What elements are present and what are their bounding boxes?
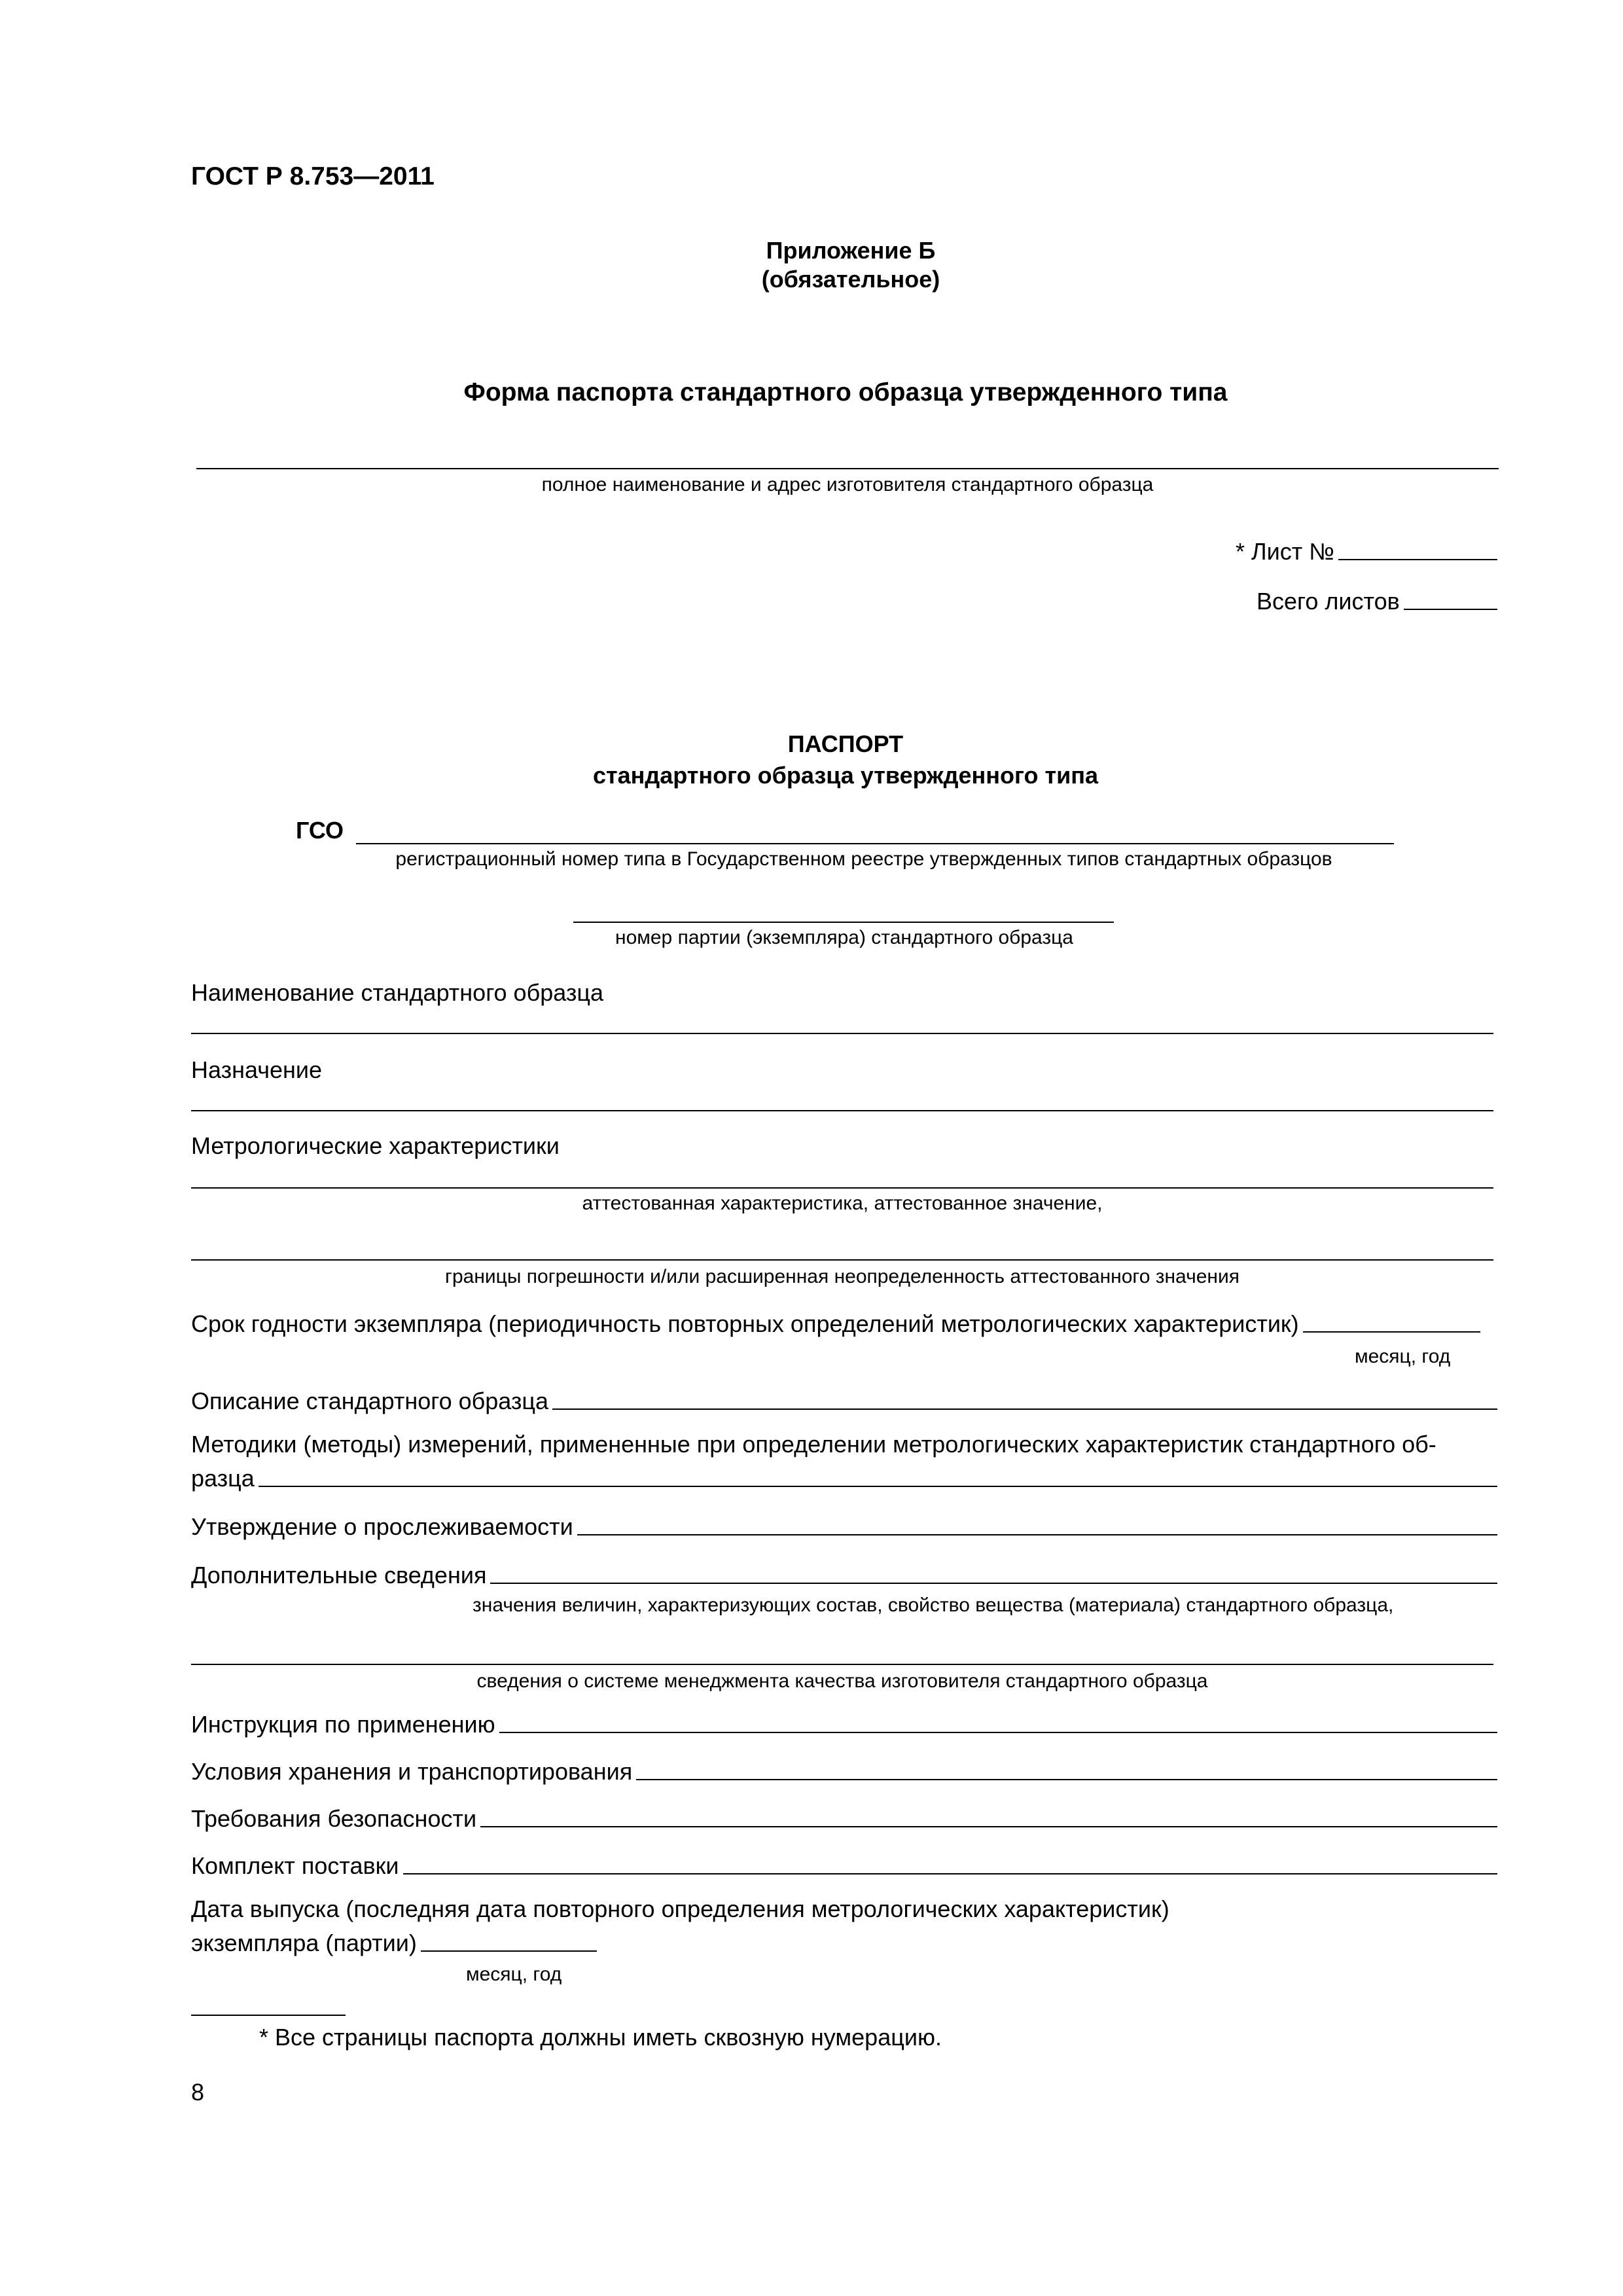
- additional-field-2[interactable]: [191, 1664, 1493, 1665]
- traceability-field[interactable]: [577, 1534, 1497, 1535]
- delivery-label: Комплект поставки: [191, 1852, 399, 1879]
- metrological-caption-2: границы погрешности и/или расширенная неопределенность аттестованного значения: [445, 1266, 1240, 1287]
- sheet-number-row: [1236, 534, 1497, 565]
- passport-title: ПАСПОРТ: [787, 730, 904, 757]
- additional-label: Дополнительные сведения: [191, 1562, 487, 1588]
- additional-caption-2: сведения о системе менеджмента качества изготовителя стандартного образца: [476, 1670, 1208, 1692]
- release-label-line1: Дата выпуска (последняя дата повторного определения метрологических характеристик): [191, 1895, 1169, 1922]
- total-sheets-label: Всего листов: [1257, 588, 1400, 615]
- description-label: Описание стандартного образца: [191, 1388, 549, 1414]
- release-label-line2: экземпляра (партии): [191, 1929, 417, 1956]
- description-field[interactable]: [552, 1408, 1497, 1410]
- instructions-field[interactable]: [499, 1732, 1497, 1733]
- purpose-label: Назначение: [191, 1056, 323, 1083]
- sheet-number-label: * Лист №: [1236, 538, 1334, 565]
- delivery-row: [191, 1848, 1497, 1880]
- metrological-field-1[interactable]: [191, 1187, 1493, 1189]
- release-date-field[interactable]: [421, 1950, 597, 1952]
- release-caption: месяц, год: [466, 1964, 562, 1985]
- manufacturer-caption: полное наименование и адрес изготовителя стандартного образца: [541, 474, 1154, 495]
- methods-field[interactable]: [259, 1486, 1497, 1487]
- shelf-life-field[interactable]: [1303, 1331, 1480, 1333]
- shelf-life-caption: месяц, год: [1355, 1346, 1451, 1367]
- metrological-caption-1: аттестованная характеристика, аттестованное значение,: [582, 1193, 1103, 1214]
- appendix-status: (обязательное): [761, 266, 940, 293]
- gso-label: ГСО: [296, 817, 344, 844]
- traceability-label: Утверждение о прослеживаемости: [191, 1513, 573, 1540]
- passport-subtitle: стандартного образца утвержденного типа: [592, 762, 1099, 789]
- storage-row: [191, 1754, 1497, 1785]
- traceability-row: [191, 1509, 1497, 1541]
- instructions-label: Инструкция по применению: [191, 1711, 495, 1738]
- footnote-separator: [191, 2015, 346, 2016]
- footnote: * Все страницы паспорта должны иметь сквозную нумерацию.: [259, 2024, 942, 2051]
- description-row: [191, 1384, 1497, 1415]
- storage-label: Условия хранения и транспортирования: [191, 1758, 633, 1785]
- storage-field[interactable]: [636, 1779, 1497, 1780]
- gso-number-field[interactable]: [356, 843, 1394, 844]
- page-number: 8: [191, 2079, 205, 2106]
- additional-caption-1: значения величин, характеризующих состав, свойство вещества (материала) стандартного образца,: [473, 1594, 1394, 1616]
- methods-row: [191, 1461, 1497, 1492]
- shelf-life-row: [191, 1306, 1480, 1338]
- safety-label: Требования безопасности: [191, 1805, 477, 1832]
- purpose-field[interactable]: [191, 1110, 1493, 1111]
- additional-field-1[interactable]: [490, 1583, 1497, 1584]
- instructions-row: [191, 1707, 1497, 1738]
- additional-row: [191, 1558, 1497, 1589]
- delivery-field[interactable]: [403, 1873, 1497, 1874]
- methods-label-line2: разца: [191, 1465, 255, 1492]
- standard-code: ГОСТ Р 8.753—2011: [191, 162, 435, 190]
- sheet-number-field[interactable]: [1338, 559, 1497, 560]
- batch-number-field[interactable]: [573, 922, 1114, 923]
- appendix-title: Приложение Б: [766, 237, 936, 264]
- manufacturer-line[interactable]: [196, 468, 1499, 469]
- batch-caption: номер партии (экземпляра) стандартного образца: [615, 927, 1073, 948]
- release-row: [191, 1926, 597, 1957]
- metrological-label: Метрологические характеристики: [191, 1132, 560, 1159]
- metrological-field-2[interactable]: [191, 1259, 1493, 1261]
- methods-label-line1: Методики (методы) измерений, примененные при определении метрологических характеристик стандартного об-: [191, 1431, 1436, 1458]
- form-title: Форма паспорта стандартного образца утвержденного типа: [463, 378, 1228, 406]
- total-sheets-field[interactable]: [1404, 609, 1497, 610]
- safety-row: [191, 1801, 1497, 1833]
- total-sheets-row: [1257, 584, 1497, 615]
- name-label: Наименование стандартного образца: [191, 979, 603, 1006]
- safety-field[interactable]: [480, 1826, 1497, 1827]
- name-field[interactable]: [191, 1033, 1493, 1034]
- shelf-life-label: Срок годности экземпляра (периодичность повторных определений метрологических характеристик): [191, 1310, 1299, 1337]
- gso-caption: регистрационный номер типа в Государственном реестре утвержденных типов стандартных образцов: [395, 848, 1332, 870]
